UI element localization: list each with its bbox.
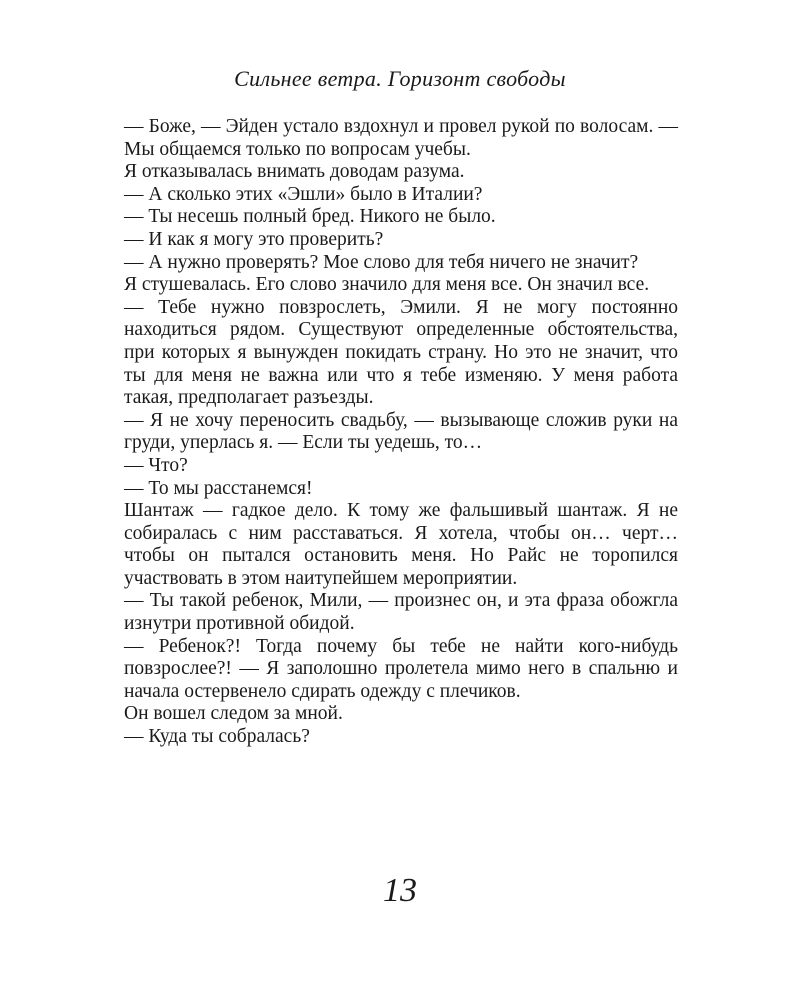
page-number: 13 bbox=[383, 872, 417, 909]
paragraph: — Что? bbox=[124, 454, 188, 476]
paragraph: — А нужно проверять? Мое слово для тебя ничего не значит? bbox=[124, 251, 639, 273]
paragraph: — Я не хочу переносить свадьбу, — вызывающе сложив руки на груди, уперлась я. — Если ты уедешь, то… bbox=[124, 409, 678, 454]
paragraph: Я отказывалась внимать доводам разума. bbox=[124, 161, 465, 183]
paragraph: — Боже, — Эйден устало вздохнул и провел рукой по волосам. — Мы общаемся только по вопросам учебы. bbox=[124, 116, 678, 160]
paragraph: Он вошел следом за мной. bbox=[124, 703, 343, 725]
paragraph: — Ты такой ребенок, Мили, — произнес он, и эта фраза обожгла изнутри противной обидой. bbox=[124, 590, 678, 635]
paragraph: — То мы расстанемся! bbox=[124, 477, 313, 499]
paragraph: — Куда ты собралась? bbox=[124, 726, 310, 748]
running-title: Сильнее ветра. Горизонт свободы bbox=[234, 66, 566, 91]
paragraph: — Ребенок?! Тогда почему бы тебе не найти кого-нибудь повзрослее?! — Я заполошно пролетела мимо него в спальню и начала остервенело сдирать одежду с плечиков. bbox=[124, 635, 678, 702]
paragraph: — Ты несешь полный бред. Никого не было. bbox=[124, 206, 496, 228]
paragraph: Шантаж — гадкое дело. К тому же фальшивый шантаж. Я не собиралась с ним расставаться. Я хотела, чтобы он… черт… чтобы он пытался остановить меня. Но Райс не торопился участвовать в этом наитупейшем мероприятии. bbox=[124, 500, 678, 589]
paragraph: — Тебе нужно повзрослеть, Эмили. Я не могу постоянно находиться рядом. Существуют определенные обстоятельства, при которых я вынужден покидать страну. Но это не значит, что ты для меня не важна или что я тебе изменяю. У меня работа такая, предполагает разъезды. bbox=[124, 296, 678, 409]
paragraph: Я стушевалась. Его слово значило для меня все. Он значил все. bbox=[124, 274, 650, 296]
body-text bbox=[124, 116, 678, 749]
paragraph: — И как я могу это проверить? bbox=[124, 228, 384, 250]
paragraph: — А сколько этих «Эшли» было в Италии? bbox=[124, 183, 483, 205]
